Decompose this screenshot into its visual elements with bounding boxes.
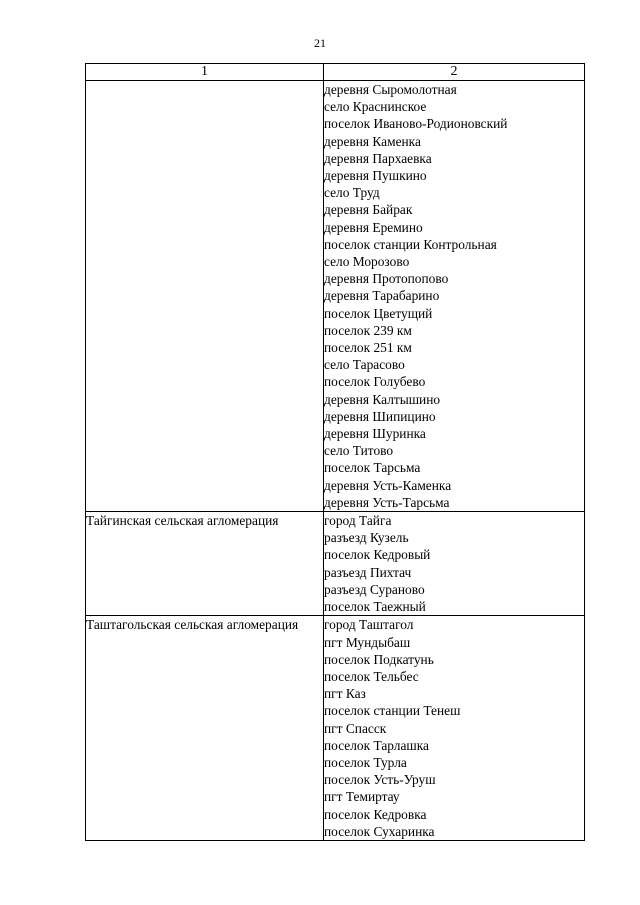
settlements-table — [85, 63, 585, 841]
settlement-item: поселок Кедровый — [324, 547, 431, 563]
settlement-item: поселок Турла — [324, 754, 407, 770]
settlement-item: пгт Спасск — [324, 720, 387, 736]
settlement-item: разъезд Пихтач — [324, 564, 412, 580]
agglomeration-name — [86, 81, 324, 512]
settlement-item: поселок Тарсьма — [324, 460, 421, 476]
settlement-item: село Труд — [324, 185, 380, 201]
settlement-item: поселок Кедровка — [324, 806, 427, 822]
settlement-item: поселок Голубево — [324, 374, 426, 390]
settlement-item: деревня Шуринка — [324, 426, 426, 442]
settlement-list — [324, 512, 585, 616]
settlement-item: деревня Протопопово — [324, 271, 449, 287]
settlement-item: деревня Байрак — [324, 202, 413, 218]
settlement-item: деревня Усть-Тарсьма — [324, 494, 450, 510]
agglomeration-name: Тайгинская сельская агломерация — [86, 512, 324, 616]
settlement-item: поселок станции Контрольная — [324, 236, 497, 252]
settlement-item: поселок Таежный — [324, 599, 426, 615]
settlement-item: село Тарасово — [324, 357, 405, 373]
settlement-item: поселок 239 км — [324, 322, 412, 338]
page-number: 21 — [314, 36, 326, 50]
settlement-list — [324, 81, 585, 512]
settlement-item: поселок станции Тенеш — [324, 703, 461, 719]
settlement-item: город Таштагол — [324, 617, 414, 633]
settlement-item: деревня Пархаевка — [324, 150, 432, 166]
settlement-item: город Тайга — [324, 513, 392, 529]
table-row — [86, 616, 585, 841]
settlement-item: деревня Каменка — [324, 133, 421, 149]
settlement-item: село Краснинское — [324, 99, 427, 115]
settlement-item: разъезд Сураново — [324, 581, 425, 597]
table-row — [86, 512, 585, 616]
settlement-item: село Морозово — [324, 254, 410, 270]
settlement-item: село Титово — [324, 443, 394, 459]
table-body — [86, 81, 585, 841]
settlement-item: поселок Тарлашка — [324, 737, 429, 753]
settlement-item: поселок 251 км — [324, 340, 412, 356]
settlement-item: деревня Шипицино — [324, 408, 436, 424]
settlement-list — [324, 616, 585, 841]
settlement-item: разъезд Кузель — [324, 530, 409, 546]
settlement-item: деревня Тарабарино — [324, 288, 440, 304]
table-row — [86, 81, 585, 512]
settlement-item: деревня Калтышино — [324, 391, 441, 407]
settlement-item: поселок Цветущий — [324, 305, 433, 321]
settlement-item: поселок Тельбес — [324, 668, 419, 684]
settlement-item: деревня Усть-Каменка — [324, 477, 452, 493]
settlement-item: поселок Иваново-Родионовский — [324, 116, 508, 132]
table-header-row — [86, 64, 585, 81]
settlement-item: поселок Сухаринка — [324, 823, 435, 839]
settlement-item: пгт Мундыбаш — [324, 634, 411, 650]
column-header-2: 2 — [324, 64, 585, 81]
settlement-item: деревня Сыромолотная — [324, 82, 457, 97]
settlement-item: деревня Еремино — [324, 219, 423, 235]
settlement-item: пгт Темиртау — [324, 789, 400, 805]
column-header-1: 1 — [86, 64, 324, 81]
settlement-item: поселок Подкатунь — [324, 651, 434, 667]
settlement-item: деревня Пушкино — [324, 168, 427, 184]
settlement-item: поселок Усть-Уруш — [324, 772, 436, 788]
agglomeration-name: Таштагольская сельская агломерация — [86, 616, 324, 841]
settlement-item: пгт Каз — [324, 686, 366, 702]
